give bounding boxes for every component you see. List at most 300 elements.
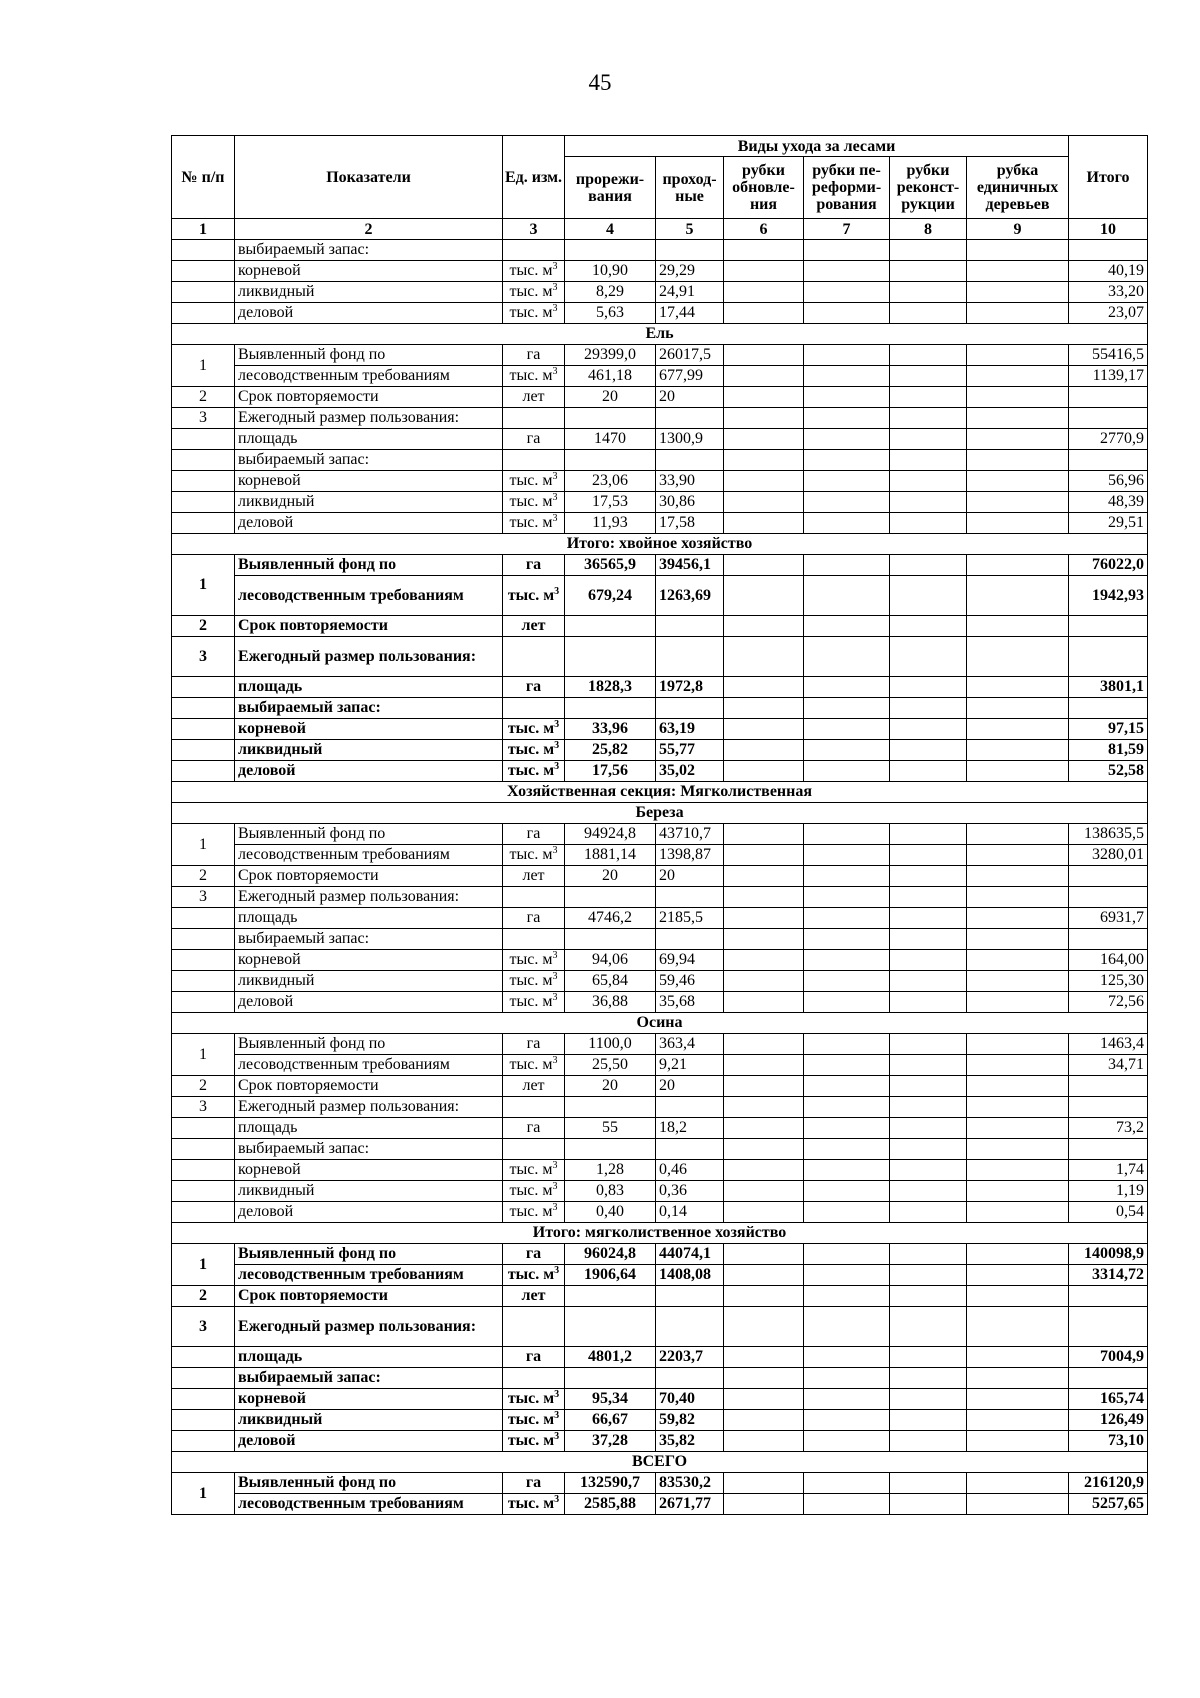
value-thinning: 55: [565, 1118, 656, 1139]
value-renewal: [724, 555, 804, 576]
indicator-label: площадь: [235, 1118, 503, 1139]
unit-text: тыс. м: [509, 304, 553, 321]
indicator-label: выбираемый запас:: [235, 1368, 503, 1389]
value-single-trees: [967, 429, 1069, 450]
indicator-label: лесоводственным требованиям: [235, 1055, 503, 1076]
unit-superscript: 3: [554, 740, 560, 751]
unit-cell: [503, 261, 565, 282]
row-number: [172, 992, 235, 1013]
indicator-label: ликвидный: [235, 1181, 503, 1202]
value-thinning: [565, 1139, 656, 1160]
indicator-label: Ежегодный размер пользования:: [235, 1307, 503, 1347]
value-passage: [656, 1097, 724, 1118]
value-passage: 17,58: [656, 513, 724, 534]
table-row: [172, 555, 1148, 576]
row-number: [172, 1118, 235, 1139]
value-reconstruction: [890, 1347, 967, 1368]
value-renewal: [724, 492, 804, 513]
value-thinning: 1100,0: [565, 1034, 656, 1055]
value-renewal: [724, 929, 804, 950]
value-reform: [804, 616, 890, 637]
value-passage: 59,46: [656, 971, 724, 992]
indicator-label: корневой: [235, 471, 503, 492]
value-thinning: 1470: [565, 429, 656, 450]
value-thinning: [565, 616, 656, 637]
value-thinning: 5,63: [565, 303, 656, 324]
value-reform: [804, 471, 890, 492]
unit-superscript: 3: [554, 1389, 560, 1400]
value-thinning: 11,93: [565, 513, 656, 534]
value-reconstruction: [890, 1097, 967, 1118]
value-renewal: [724, 677, 804, 698]
unit-superscript: 3: [552, 950, 558, 961]
value-total: 3280,01: [1069, 845, 1148, 866]
indicator-label: Ежегодный размер пользования:: [235, 1097, 503, 1118]
row-number: [172, 971, 235, 992]
value-passage: [656, 450, 724, 471]
unit-cell: [503, 1202, 565, 1223]
value-reform: [804, 1055, 890, 1076]
unit-text: тыс. м: [507, 1411, 555, 1428]
unit-cell: [503, 408, 565, 429]
unit-cell: лет: [503, 387, 565, 408]
value-thinning: [565, 450, 656, 471]
table-row: [172, 1244, 1148, 1265]
table-row: [172, 387, 1148, 408]
value-total: [1069, 240, 1148, 261]
indicator-label: лесоводственным требованиям: [235, 1265, 503, 1286]
value-passage: 20: [656, 1076, 724, 1097]
unit-superscript: 3: [554, 585, 560, 597]
unit-cell: га: [503, 824, 565, 845]
value-reconstruction: [890, 261, 967, 282]
value-thinning: [565, 1368, 656, 1389]
value-reform: [804, 740, 890, 761]
unit-superscript: 3: [552, 366, 558, 377]
value-renewal: [724, 1181, 804, 1202]
value-passage: 55,77: [656, 740, 724, 761]
value-thinning: 0,83: [565, 1181, 656, 1202]
value-reconstruction: [890, 887, 967, 908]
row-number: 1: [172, 555, 235, 616]
value-single-trees: [967, 513, 1069, 534]
indicator-label: ликвидный: [235, 282, 503, 303]
value-single-trees: [967, 971, 1069, 992]
value-reform: [804, 555, 890, 576]
unit-cell: [503, 1368, 565, 1389]
value-reform: [804, 719, 890, 740]
value-total: 48,39: [1069, 492, 1148, 513]
indicator-label: лесоводственным требованиям: [235, 366, 503, 387]
value-single-trees: [967, 1076, 1069, 1097]
column-number: 7: [804, 219, 890, 240]
value-reform: [804, 303, 890, 324]
table-row: [172, 929, 1148, 950]
value-total: 165,74: [1069, 1389, 1148, 1410]
table-row: [172, 1286, 1148, 1307]
table-row: [172, 1055, 1148, 1076]
value-reconstruction: [890, 576, 967, 616]
unit-text: тыс. м: [509, 283, 553, 300]
value-reconstruction: [890, 429, 967, 450]
value-single-trees: [967, 950, 1069, 971]
unit-text: тыс. м: [507, 1495, 555, 1512]
unit-cell: лет: [503, 866, 565, 887]
value-single-trees: [967, 824, 1069, 845]
section-header-row: [172, 1013, 1148, 1034]
value-reform: [804, 1473, 890, 1494]
value-reform: [804, 677, 890, 698]
value-single-trees: [967, 1286, 1069, 1307]
unit-cell: лет: [503, 1076, 565, 1097]
value-thinning: [565, 698, 656, 719]
unit-superscript: 3: [554, 1494, 560, 1505]
table-row: [172, 719, 1148, 740]
value-thinning: [565, 240, 656, 261]
row-number: [172, 1368, 235, 1389]
value-passage: 43710,7: [656, 824, 724, 845]
header-reconstruction: рубки реконст-рукции: [890, 157, 967, 219]
value-single-trees: [967, 1181, 1069, 1202]
unit-cell: [503, 1139, 565, 1160]
unit-text: тыс. м: [507, 1390, 555, 1407]
value-total: 6931,7: [1069, 908, 1148, 929]
value-single-trees: [967, 1097, 1069, 1118]
value-passage: [656, 1307, 724, 1347]
row-number: [172, 908, 235, 929]
value-renewal: [724, 1055, 804, 1076]
indicator-label: корневой: [235, 1389, 503, 1410]
indicator-label: Выявленный фонд по: [235, 1034, 503, 1055]
value-reconstruction: [890, 1473, 967, 1494]
row-number: [172, 261, 235, 282]
value-thinning: 20: [565, 866, 656, 887]
table-row: [172, 1307, 1148, 1347]
value-total: [1069, 387, 1148, 408]
indicator-label: площадь: [235, 1347, 503, 1368]
value-renewal: [724, 1431, 804, 1452]
unit-cell: лет: [503, 1286, 565, 1307]
value-single-trees: [967, 303, 1069, 324]
value-passage: 18,2: [656, 1118, 724, 1139]
table-row: [172, 698, 1148, 719]
value-reform: [804, 845, 890, 866]
value-passage: [656, 887, 724, 908]
unit-cell: га: [503, 345, 565, 366]
value-reform: [804, 698, 890, 719]
value-single-trees: [967, 698, 1069, 719]
value-passage: 0,36: [656, 1181, 724, 1202]
table-row: [172, 345, 1148, 366]
value-total: [1069, 450, 1148, 471]
value-reconstruction: [890, 824, 967, 845]
section-header-row: [172, 1223, 1148, 1244]
value-total: 40,19: [1069, 261, 1148, 282]
unit-superscript: 3: [552, 1160, 558, 1171]
value-single-trees: [967, 992, 1069, 1013]
value-single-trees: [967, 866, 1069, 887]
indicator-label: выбираемый запас:: [235, 698, 503, 719]
value-thinning: 37,28: [565, 1431, 656, 1452]
unit-cell: [503, 992, 565, 1013]
column-number: 6: [724, 219, 804, 240]
value-single-trees: [967, 345, 1069, 366]
value-passage: 83530,2: [656, 1473, 724, 1494]
unit-text: тыс. м: [509, 367, 553, 384]
value-total: [1069, 698, 1148, 719]
value-reconstruction: [890, 761, 967, 782]
header-column-numbers: [172, 219, 1148, 240]
section-title: Береза: [172, 803, 1148, 824]
unit-text: тыс. м: [509, 1161, 553, 1178]
value-passage: [656, 1139, 724, 1160]
value-total: [1069, 1286, 1148, 1307]
value-reconstruction: [890, 555, 967, 576]
value-renewal: [724, 1034, 804, 1055]
value-total: [1069, 1139, 1148, 1160]
row-number: [172, 677, 235, 698]
value-passage: 17,44: [656, 303, 724, 324]
value-thinning: 2585,88: [565, 1494, 656, 1515]
value-total: 5257,65: [1069, 1494, 1148, 1515]
indicator-label: ликвидный: [235, 1410, 503, 1431]
value-reconstruction: [890, 740, 967, 761]
value-renewal: [724, 616, 804, 637]
unit-cell: га: [503, 677, 565, 698]
section-title: Ель: [172, 324, 1148, 345]
value-renewal: [724, 740, 804, 761]
value-reconstruction: [890, 1410, 967, 1431]
indicator-label: деловой: [235, 761, 503, 782]
indicator-label: деловой: [235, 513, 503, 534]
value-passage: [656, 1368, 724, 1389]
table-row: [172, 824, 1148, 845]
row-number: [172, 698, 235, 719]
value-passage: 33,90: [656, 471, 724, 492]
value-total: [1069, 929, 1148, 950]
value-reform: [804, 637, 890, 677]
unit-superscript: 3: [552, 303, 558, 314]
value-total: 2770,9: [1069, 429, 1148, 450]
value-renewal: [724, 1076, 804, 1097]
row-number: 2: [172, 1076, 235, 1097]
value-thinning: 36565,9: [565, 555, 656, 576]
value-passage: 59,82: [656, 1410, 724, 1431]
table-row: [172, 761, 1148, 782]
indicator-label: Срок повторяемости: [235, 1286, 503, 1307]
value-thinning: 4801,2: [565, 1347, 656, 1368]
table-row: [172, 1181, 1148, 1202]
value-thinning: 25,50: [565, 1055, 656, 1076]
value-passage: 2185,5: [656, 908, 724, 929]
value-reform: [804, 950, 890, 971]
column-number: 8: [890, 219, 967, 240]
value-reform: [804, 887, 890, 908]
section-title: Итого: хвойное хозяйство: [172, 534, 1148, 555]
unit-cell: лет: [503, 616, 565, 637]
value-renewal: [724, 698, 804, 719]
value-reconstruction: [890, 1034, 967, 1055]
value-thinning: 20: [565, 387, 656, 408]
value-passage: 63,19: [656, 719, 724, 740]
value-renewal: [724, 845, 804, 866]
value-passage: 26017,5: [656, 345, 724, 366]
value-thinning: 1881,14: [565, 845, 656, 866]
unit-text: тыс. м: [507, 1432, 555, 1449]
table-row: [172, 1389, 1148, 1410]
value-single-trees: [967, 719, 1069, 740]
value-thinning: 8,29: [565, 282, 656, 303]
value-thinning: [565, 637, 656, 677]
indicator-label: деловой: [235, 992, 503, 1013]
value-reconstruction: [890, 1055, 967, 1076]
unit-cell: [503, 887, 565, 908]
column-number: 5: [656, 219, 724, 240]
indicator-label: ликвидный: [235, 492, 503, 513]
section-title: ВСЕГО: [172, 1452, 1148, 1473]
value-passage: 1398,87: [656, 845, 724, 866]
value-reconstruction: [890, 492, 967, 513]
row-number: [172, 282, 235, 303]
value-thinning: 65,84: [565, 971, 656, 992]
value-single-trees: [967, 471, 1069, 492]
indicator-label: Ежегодный размер пользования:: [235, 887, 503, 908]
value-renewal: [724, 1202, 804, 1223]
unit-superscript: 3: [552, 282, 558, 293]
unit-cell: [503, 1389, 565, 1410]
value-single-trees: [967, 740, 1069, 761]
indicator-label: лесоводственным требованиям: [235, 845, 503, 866]
value-passage: 9,21: [656, 1055, 724, 1076]
unit-cell: [503, 929, 565, 950]
value-renewal: [724, 303, 804, 324]
indicator-label: деловой: [235, 303, 503, 324]
value-reform: [804, 908, 890, 929]
unit-cell: га: [503, 555, 565, 576]
value-renewal: [724, 1494, 804, 1515]
row-number: [172, 1389, 235, 1410]
value-single-trees: [967, 887, 1069, 908]
unit-superscript: 3: [552, 492, 558, 503]
indicator-label: корневой: [235, 719, 503, 740]
table-row: [172, 866, 1148, 887]
indicator-label: Срок повторяемости: [235, 387, 503, 408]
header-unit: Ед. изм.: [503, 136, 565, 219]
row-number: 2: [172, 387, 235, 408]
value-renewal: [724, 366, 804, 387]
table-row: [172, 1494, 1148, 1515]
unit-cell: [503, 240, 565, 261]
value-total: 1139,17: [1069, 366, 1148, 387]
table-row: [172, 1202, 1148, 1223]
value-renewal: [724, 1097, 804, 1118]
value-total: [1069, 1076, 1148, 1097]
indicator-label: ликвидный: [235, 971, 503, 992]
unit-text: тыс. м: [507, 586, 555, 604]
value-thinning: 33,96: [565, 719, 656, 740]
value-thinning: 29399,0: [565, 345, 656, 366]
value-total: 0,54: [1069, 1202, 1148, 1223]
value-thinning: 17,53: [565, 492, 656, 513]
table-row: [172, 366, 1148, 387]
value-single-trees: [967, 576, 1069, 616]
unit-text: тыс. м: [509, 262, 553, 279]
value-thinning: 1828,3: [565, 677, 656, 698]
value-reform: [804, 576, 890, 616]
header-thinning: прорежи-вания: [565, 157, 656, 219]
value-single-trees: [967, 616, 1069, 637]
value-reform: [804, 1431, 890, 1452]
table-row: [172, 1473, 1148, 1494]
value-reform: [804, 929, 890, 950]
value-thinning: 1,28: [565, 1160, 656, 1181]
row-number: [172, 1347, 235, 1368]
value-reform: [804, 450, 890, 471]
unit-superscript: 3: [552, 471, 558, 482]
indicator-label: Срок повторяемости: [235, 1076, 503, 1097]
section-header-row: [172, 803, 1148, 824]
table-row: [172, 261, 1148, 282]
unit-cell: [503, 282, 565, 303]
value-passage: 2203,7: [656, 1347, 724, 1368]
value-passage: [656, 240, 724, 261]
value-passage: [656, 408, 724, 429]
row-number: [172, 1410, 235, 1431]
table-row: [172, 1097, 1148, 1118]
table-row: [172, 887, 1148, 908]
value-reconstruction: [890, 408, 967, 429]
value-reconstruction: [890, 303, 967, 324]
indicator-label: Выявленный фонд по: [235, 1244, 503, 1265]
value-renewal: [724, 576, 804, 616]
indicator-label: Ежегодный размер пользования:: [235, 408, 503, 429]
value-reconstruction: [890, 471, 967, 492]
table-row: [172, 740, 1148, 761]
value-renewal: [724, 971, 804, 992]
indicator-label: Выявленный фонд по: [235, 1473, 503, 1494]
header-reform: рубки пе-реформи-рования: [804, 157, 890, 219]
indicator-label: площадь: [235, 429, 503, 450]
value-thinning: [565, 1097, 656, 1118]
value-single-trees: [967, 1347, 1069, 1368]
value-reform: [804, 971, 890, 992]
unit-text: тыс. м: [509, 951, 553, 968]
indicator-label: Срок повторяемости: [235, 866, 503, 887]
value-single-trees: [967, 1368, 1069, 1389]
value-reform: [804, 1097, 890, 1118]
value-renewal: [724, 282, 804, 303]
section-header-row: [172, 324, 1148, 345]
table-row: [172, 992, 1148, 1013]
unit-cell: [503, 1265, 565, 1286]
value-reconstruction: [890, 929, 967, 950]
row-number: [172, 450, 235, 471]
indicator-label: выбираемый запас:: [235, 1139, 503, 1160]
value-renewal: [724, 240, 804, 261]
value-single-trees: [967, 845, 1069, 866]
value-single-trees: [967, 1055, 1069, 1076]
row-number: 1: [172, 824, 235, 866]
value-passage: 39456,1: [656, 555, 724, 576]
value-reform: [804, 1389, 890, 1410]
value-reconstruction: [890, 950, 967, 971]
value-total: 3801,1: [1069, 677, 1148, 698]
row-number: [172, 950, 235, 971]
value-single-trees: [967, 929, 1069, 950]
value-reform: [804, 513, 890, 534]
value-total: [1069, 1097, 1148, 1118]
value-total: 1,19: [1069, 1181, 1148, 1202]
